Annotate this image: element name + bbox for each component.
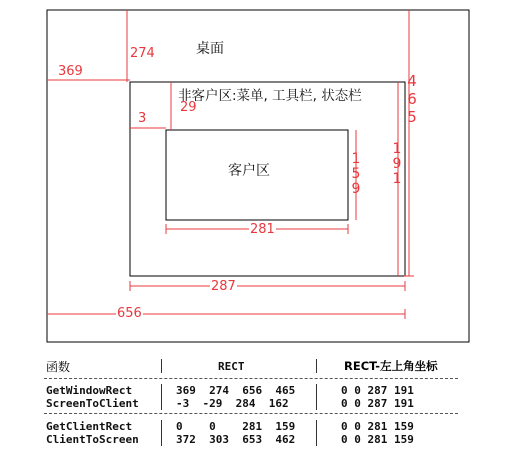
dim-label-3: 3: [138, 111, 147, 126]
table-row-fn-3: ClientToScreen: [46, 433, 139, 446]
col-header-rect: RECT: [218, 360, 245, 373]
dim-label-159: 159: [351, 151, 361, 197]
client-label: 客户区: [228, 163, 270, 179]
table-row-rect-3: 372 303 653 462: [176, 433, 296, 446]
dim-label-465: 465: [407, 72, 417, 126]
table-row-fn-2: GetClientRect: [46, 420, 133, 433]
table-row-origin-3: 0 0 281 159: [341, 433, 414, 446]
dim-label-274: 274: [130, 46, 155, 61]
table-row-origin-2: 0 0 281 159: [341, 420, 414, 433]
dim-label-281: 281: [250, 222, 275, 237]
table-row-rect-1: -3 -29 284 162: [176, 397, 289, 410]
dim-label-369: 369: [58, 64, 83, 79]
dim-label-656: 656: [117, 306, 142, 321]
table-row-origin-1: 0 0 287 191: [341, 397, 414, 410]
dim-label-191: 191: [392, 141, 402, 187]
api-table: [0, 352, 518, 458]
table-row-origin-0: 0 0 287 191: [341, 384, 414, 397]
desktop-label: 桌面: [196, 41, 224, 57]
table-row-fn-0: GetWindowRect: [46, 384, 133, 397]
table-row-rect-2: 0 0 281 159: [176, 420, 296, 433]
table-row-fn-1: ScreenToClient: [46, 397, 139, 410]
col-header-rect-origin: RECT-左上角坐标: [344, 359, 438, 373]
nonclient-label: 非客户区:菜单, 工具栏, 状态栏: [178, 88, 362, 104]
dim-label-29: 29: [180, 100, 197, 115]
table-row-rect-0: 369 274 656 465: [176, 384, 296, 397]
dim-label-287: 287: [211, 279, 236, 294]
col-header-function: 函数: [46, 360, 71, 374]
